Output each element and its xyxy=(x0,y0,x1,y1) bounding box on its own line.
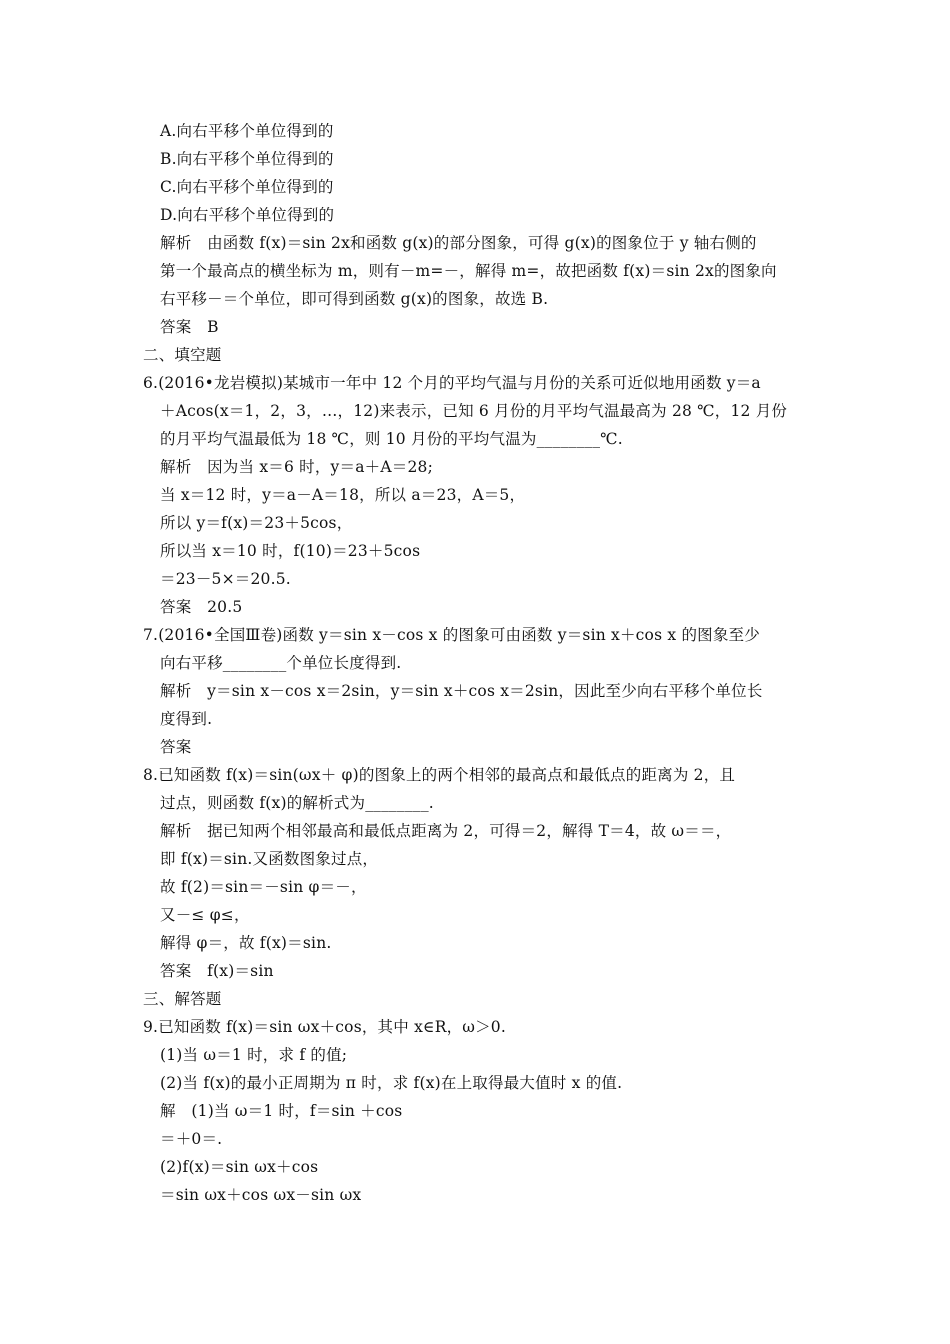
q7-analysis-line1: 解析 y＝sin x－cos x＝2sin，y＝sin x＋cos x＝2sin，因此至少向右平移个单位长 xyxy=(160,682,763,700)
q6-analysis-line1: 解析 因为当 x＝6 时，y＝a＋A＝28; xyxy=(160,458,433,476)
q6-analysis-line5: ＝23－5×＝20.5. xyxy=(160,570,291,588)
option-b: B.向右平移个单位得到的 xyxy=(160,150,334,168)
q9-solution-line4: ＝sin ωx＋cos ωx－sin ωx xyxy=(160,1186,362,1204)
q6-analysis-line3: 所以 y＝f(x)＝23＋5cos， xyxy=(160,514,353,532)
q9-stem: 9.已知函数 f(x)＝sin ωx＋cos，其中 x∈R，ω＞0. xyxy=(143,1018,506,1036)
q6-answer: 答案 20.5 xyxy=(160,598,243,616)
q5-analysis-line1: 解析 由函数 f(x)＝sin 2x和函数 g(x)的部分图象，可得 g(x)的图象位于 y 轴右侧的 xyxy=(160,234,757,252)
q6-analysis-line2: 当 x＝12 时，y＝a－A＝18，所以 a＝23，A＝5， xyxy=(160,486,526,504)
q8-analysis-line1: 解析 据已知两个相邻最高和最低点距离为 2，可得＝2，解得 T＝4，故 ω＝＝， xyxy=(160,822,732,840)
q9-solution-line2: ＝＋0＝. xyxy=(160,1130,223,1148)
q8-analysis-line4: 又－≤ φ≤， xyxy=(160,906,250,924)
q8-analysis-line5: 解得 φ＝，故 f(x)＝sin. xyxy=(160,934,332,952)
section-solve: 三、解答题 xyxy=(143,990,222,1008)
q5-answer: 答案 B xyxy=(160,318,219,336)
q5-analysis-line2: 第一个最高点的横坐标为 m，则有－m=－，解得 m=，故把函数 f(x)＝sin 2x的图象向 xyxy=(160,262,777,280)
q7-stem-line1: 7.(2016•全国Ⅲ卷)函数 y＝sin x－cos x 的图象可由函数 y＝sin x＋cos x 的图象至少 xyxy=(143,626,760,644)
q6-analysis-line4: 所以当 x＝10 时，f(10)＝23＋5cos xyxy=(160,542,421,560)
q8-stem-line2: 过点，则函数 f(x)的解析式为________. xyxy=(160,794,434,812)
option-d: D.向右平移个单位得到的 xyxy=(160,206,335,224)
q9-part1: (1)当 ω＝1 时，求 f 的值; xyxy=(160,1046,348,1064)
q6-stem-line2: ＋Acos(x＝1，2，3，…，12)来表示，已知 6 月份的月平均气温最高为 28 ℃，12 月份 xyxy=(160,402,788,420)
q6-stem-line3: 的月平均气温最低为 18 ℃，则 10 月份的平均气温为________℃. xyxy=(160,430,623,448)
q8-answer: 答案 f(x)＝sin xyxy=(160,962,274,980)
q8-analysis-line2: 即 f(x)＝sin.又函数图象过点， xyxy=(160,850,379,868)
q9-solution-line1: 解 (1)当 ω＝1 时，f＝sin ＋cos xyxy=(160,1102,403,1120)
option-a: A.向右平移个单位得到的 xyxy=(160,122,334,140)
q9-solution-line3: (2)f(x)＝sin ωx＋cos xyxy=(160,1158,319,1176)
q7-stem-line2: 向右平移________个单位长度得到. xyxy=(160,654,402,672)
q7-analysis-line2: 度得到. xyxy=(160,710,213,728)
q8-analysis-line3: 故 f(2)＝sin＝－sin φ＝－， xyxy=(160,878,367,896)
section-fill-in: 二、填空题 xyxy=(143,346,222,364)
q8-stem-line1: 8.已知函数 f(x)＝sin(ωx＋ φ)的图象上的两个相邻的最高点和最低点的距离为 2，且 xyxy=(143,766,736,784)
q9-part2: (2)当 f(x)的最小正周期为 π 时，求 f(x)在上取得最大值时 x 的值. xyxy=(160,1074,623,1092)
q6-stem-line1: 6.(2016•龙岩模拟)某城市一年中 12 个月的平均气温与月份的关系可近似地用函数 y＝a xyxy=(143,374,761,392)
q5-analysis-line3: 右平移－＝个单位，即可得到函数 g(x)的图象，故选 B. xyxy=(160,290,549,308)
q7-answer: 答案 xyxy=(160,738,192,756)
option-c: C.向右平移个单位得到的 xyxy=(160,178,334,196)
